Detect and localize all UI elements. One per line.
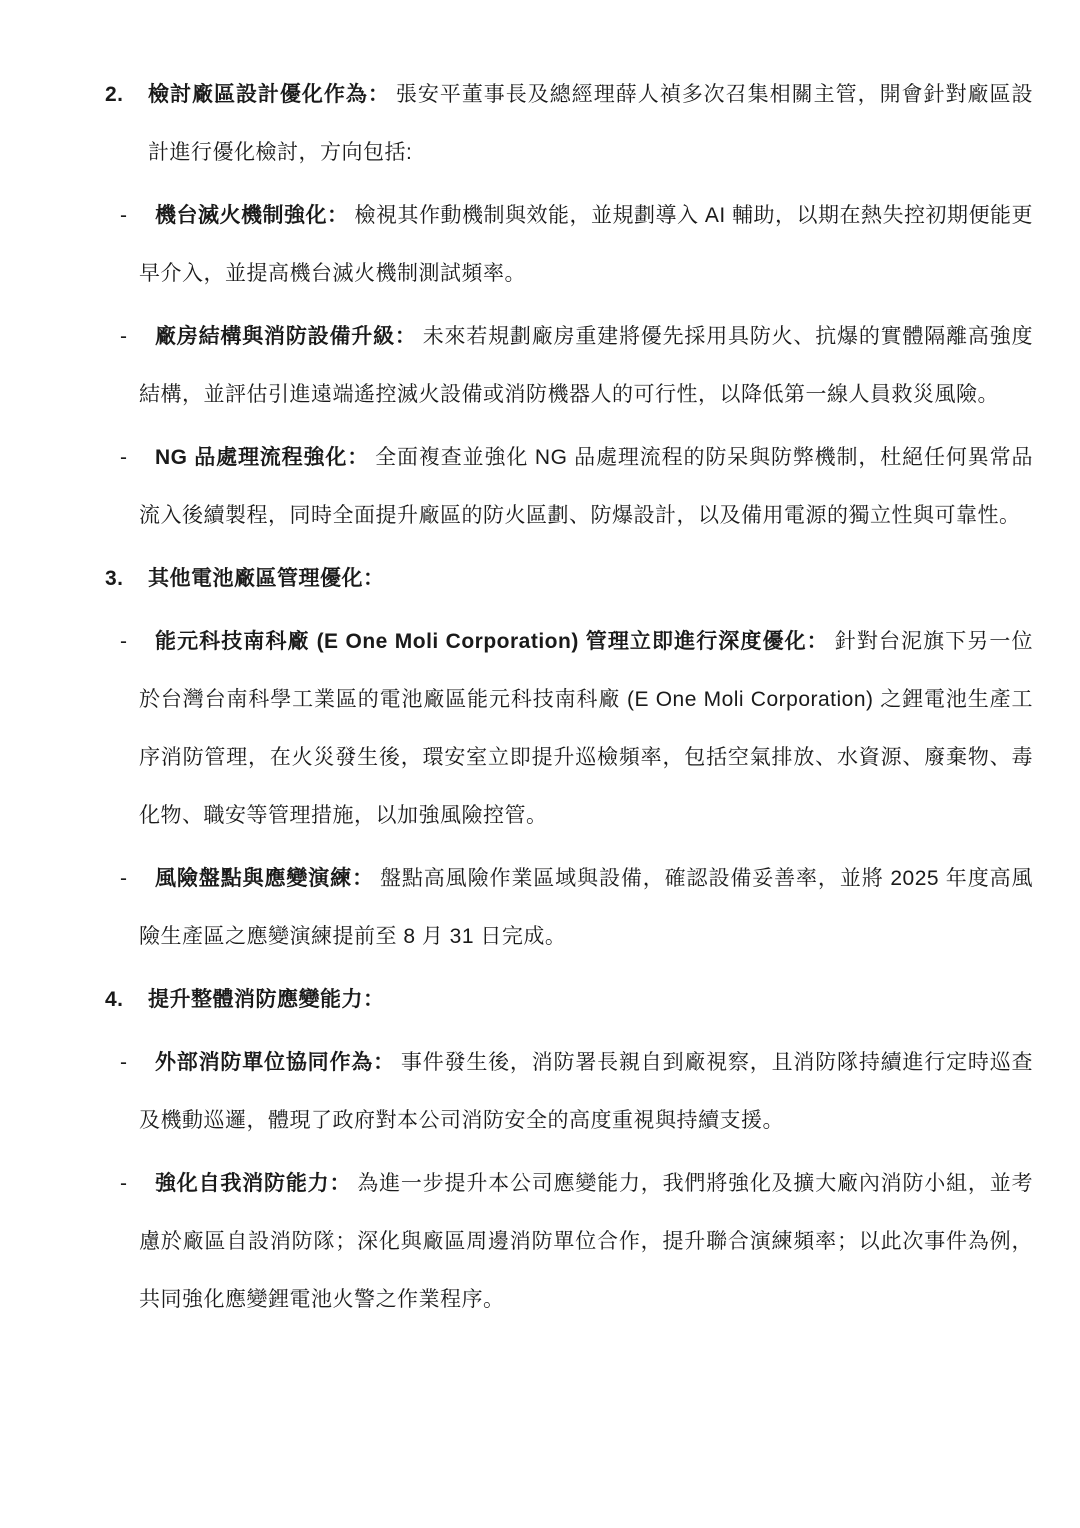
item-title: 能元科技南科廠 (E One Moli Corporation) 管理立即進行深度優化： (155, 630, 829, 653)
item-title: 檢討廠區設計優化作為： (148, 83, 390, 106)
item-title: 強化自我消防能力： (155, 1172, 352, 1195)
item-title: 機台滅火機制強化： (155, 204, 349, 227)
bullet-dash: - (120, 204, 128, 227)
item-title: 外部消防單位協同作為： (155, 1051, 395, 1074)
bullet-item-ng-process (105, 429, 1033, 545)
bullet-item-external-fire-units (105, 1034, 1033, 1150)
item-body: 盤點高風險作業區域與設備，確認設備妥善率，並將 2025 年度高風險生產區之應變演練提前至 8 月 31 日完成。 (139, 867, 1034, 948)
numbered-item-other-battery-plants (105, 550, 1033, 608)
numbered-item-plant-design-review (105, 66, 1033, 182)
bullet-dash: - (120, 325, 128, 348)
bullet-item-self-firefighting (105, 1155, 1033, 1329)
bullet-dash: - (120, 1051, 128, 1074)
list-number: 4. (105, 988, 124, 1011)
numbered-item-fire-response-capability (105, 971, 1033, 1029)
bullet-dash: - (120, 630, 128, 653)
list-number: 2. (105, 83, 124, 106)
bullet-item-emoli-optimization (105, 613, 1033, 845)
bullet-item-risk-inventory-drill (105, 850, 1033, 966)
bullet-dash: - (120, 1172, 128, 1195)
item-title: 廠房結構與消防設備升級： (155, 325, 417, 348)
item-title: 風險盤點與應變演練： (155, 867, 374, 890)
list-number: 3. (105, 567, 124, 590)
item-title: NG 品處理流程強化： (155, 446, 370, 469)
bullet-item-building-structure-upgrade (105, 308, 1033, 424)
item-title: 其他電池廠區管理優化： (148, 567, 385, 590)
bullet-dash: - (120, 867, 128, 890)
item-title: 提升整體消防應變能力： (148, 988, 385, 1011)
item-body: 張安平董事長及總經理薛人禎多次召集相關主管，開會針對廠區設計進行優化檢討，方向包括: (148, 83, 1033, 164)
bullet-item-machine-fire-suppression (105, 187, 1033, 303)
item-body: 全面複查並強化 NG 品處理流程的防呆與防弊機制，杜絕任何異常品流入後續製程，同時全面提升廠區的防火區劃、防爆設計，以及備用電源的獨立性與可靠性。 (139, 446, 1033, 527)
item-body: 事件發生後，消防署長親自到廠視察，且消防隊持續進行定時巡查及機動巡邏，體現了政府對本公司消防安全的高度重視與持續支援。 (139, 1051, 1034, 1132)
item-body: 為進一步提升本公司應變能力，我們將強化及擴大廠內消防小組，並考慮於廠區自設消防隊；深化與廠區周邊消防單位合作，提升聯合演練頻率；以此次事件為例，共同強化應變鋰電池火警之作業程序。 (139, 1172, 1034, 1311)
item-body: 檢視其作動機制與效能，並規劃導入 AI 輔助，以期在熱失控初期便能更早介入，並提高機台滅火機制測試頻率。 (139, 204, 1034, 285)
bullet-dash: - (120, 446, 128, 469)
item-body: 針對台泥旗下另一位於台灣台南科學工業區的電池廠區能元科技南科廠 (E One Moli Corporation) 之鋰電池生產工序消防管理，在火災發生後，環安室立即提升巡檢頻率，包括空氣排放、水資源、廢棄物、毒化物、職安等管理措施，以加強風險控管。 (139, 630, 1033, 827)
item-body: 未來若規劃廠房重建將優先採用具防火、抗爆的實體隔離高強度結構，並評估引進遠端遙控滅火設備或消防機器人的可行性，以降低第一線人員救災風險。 (139, 325, 1034, 406)
